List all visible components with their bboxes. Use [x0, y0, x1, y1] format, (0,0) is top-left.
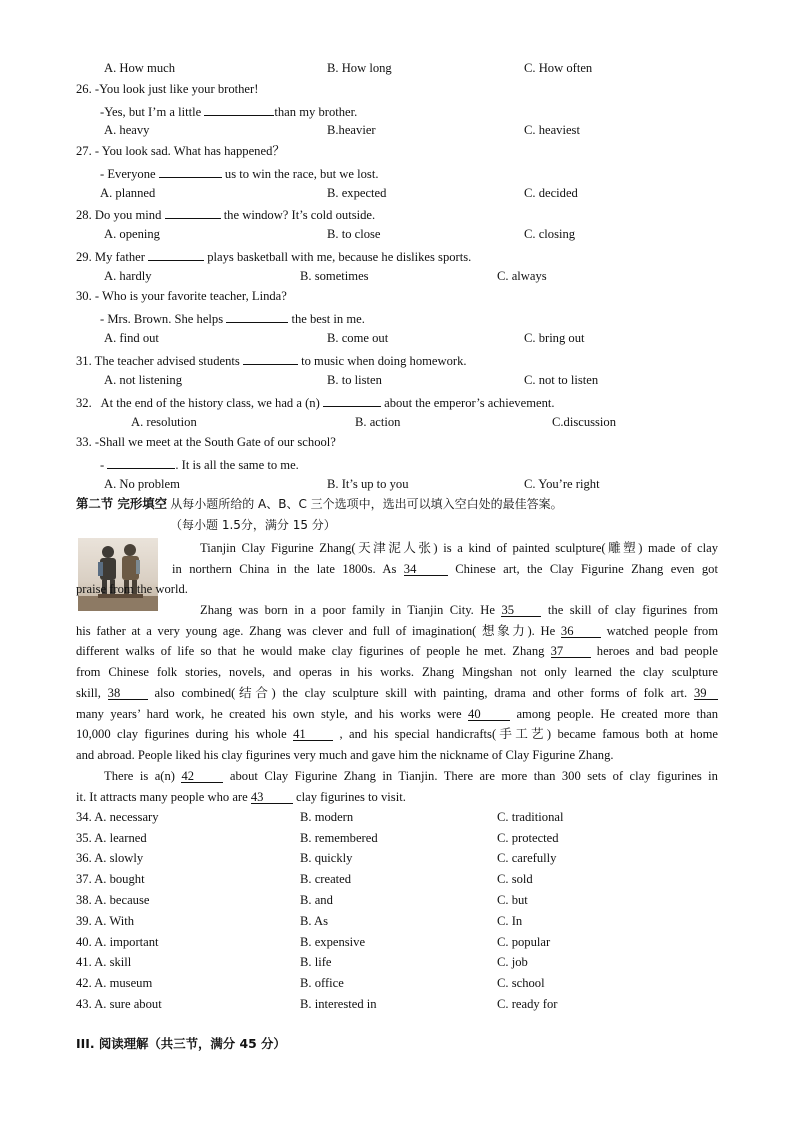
cloze-option-34-a: 34. A. necessary	[76, 810, 159, 824]
q29-line1a: My father	[94, 250, 145, 264]
q28-option-b: B. to close	[327, 227, 381, 241]
q27-line1: - You look sad. What has happened？	[94, 144, 285, 158]
cloze-option-43-a: 43. A. sure about	[76, 997, 162, 1011]
answer-blank	[159, 166, 222, 178]
q32-number: 32.	[76, 396, 92, 410]
q31-line1a: The teacher advised students	[94, 354, 240, 368]
q31-option-b: B. to listen	[327, 373, 382, 387]
q27-option-b: B. expected	[327, 186, 387, 200]
cloze-option-42-a: 42. A. museum	[76, 976, 153, 990]
q30-prompt	[76, 290, 287, 303]
q27-line2	[100, 166, 378, 181]
passage-line: and abroad. People liked his clay figurines very much and gave him the nickname of Clay Figurine Zhang.	[76, 747, 614, 762]
blank-35: 35	[501, 604, 541, 617]
q30-line2b: the best in me.	[291, 312, 365, 326]
passage-line: it. It attracts many people who are 43 clay figurines to visit.	[76, 789, 406, 804]
q29-option-c: C. always	[497, 269, 547, 283]
cloze-option-37-a: 37. A. bought	[76, 872, 145, 886]
cloze-option-35-c: C. protected	[497, 831, 559, 845]
cloze-option-36-a: 36. A. slowly	[76, 851, 144, 865]
blank-42: 42	[181, 770, 223, 783]
q26-number: 26.	[76, 82, 92, 96]
q33-number: 33.	[76, 435, 92, 449]
q33-option-a: A. No problem	[104, 477, 180, 491]
passage-line: in northern China in the late 1800s. As 34 Chinese art, the Clay Figurine Zhang even got	[172, 561, 718, 576]
cloze-option-42-c: C. school	[497, 976, 545, 990]
passage-line: 10,000 clay figurines during his whole 41 , and his special handicrafts(手工艺) became famous both at home	[76, 727, 718, 742]
cloze-option-37-b: B. created	[300, 872, 352, 886]
passage-line: praise from the world.	[76, 582, 188, 596]
q28-line1a: Do you mind	[94, 208, 162, 222]
q29-option-b: B. sometimes	[300, 269, 369, 283]
q27-option-c: C. decided	[524, 186, 578, 200]
q32-line1a: At the end of the history class, we had a (n)	[100, 396, 320, 410]
section2-title: 第二节 完形填空	[76, 496, 168, 511]
blank-39: 39	[694, 687, 718, 700]
cloze-option-34-c: C. traditional	[497, 810, 564, 824]
q26-option-c: C. heaviest	[524, 123, 580, 137]
q25-option-c: C. How often	[524, 61, 593, 75]
q31-line1b: to music when doing homework.	[301, 354, 467, 368]
q32-prompt	[76, 395, 555, 410]
q33-option-c: C. You’re right	[524, 477, 600, 491]
q26-option-a: A. heavy	[104, 123, 150, 137]
q33-line2	[100, 457, 299, 472]
cloze-option-43-b: B. interested in	[300, 997, 377, 1011]
cloze-option-35-a: 35. A. learned	[76, 831, 147, 845]
q28-option-a: A. opening	[104, 227, 160, 241]
section2-heading	[76, 498, 563, 511]
q26-line1: -You look just like your brother!	[94, 82, 259, 96]
blank-40: 40	[468, 708, 510, 721]
q28-number: 28.	[76, 208, 92, 222]
answer-blank	[148, 249, 204, 261]
blank-34: 34	[404, 563, 448, 576]
q30-option-b: B. come out	[327, 331, 389, 345]
cloze-option-38-a: 38. A. because	[76, 893, 150, 907]
passage-line: many years’ hard work, he created his own style, and his works were 40 among people. He created more than	[76, 706, 719, 721]
q26-line2	[100, 104, 357, 119]
q31-option-a: A. not listening	[104, 373, 183, 387]
q29-number: 29.	[76, 250, 92, 264]
section3-heading: III. 阅读理解（共三节，满分 45 分）	[76, 1036, 286, 1051]
cloze-option-39-c: C. In	[497, 914, 523, 928]
q26-line2a: -Yes, but I’m a little	[100, 105, 202, 119]
q26-option-b: B.heavier	[327, 123, 376, 137]
q29-line1b: plays basketball with me, because he dislikes sports.	[207, 250, 472, 264]
cloze-option-36-b: B. quickly	[300, 851, 353, 865]
passage-line: There is a(n) 42 about Clay Figurine Zhang in Tianjin. There are more than 300 sets of clay figurines in	[104, 769, 718, 783]
q32-option-b: B. action	[355, 415, 401, 429]
section2-desc: 从每小题所给的 A、B、C 三个选项中，选出可以填入空白处的最佳答案。	[170, 497, 563, 511]
passage-paragraph-1-cont	[76, 579, 718, 600]
blank-36: 36	[561, 625, 601, 638]
answer-blank	[107, 457, 175, 469]
passage-line: from Chinese folk stories, novels, and operas in his works. Zhang Mingshan not only learned the clay sculpture	[76, 665, 718, 680]
q28-prompt	[76, 207, 375, 222]
q27-line2b: us to win the race, but we lost.	[224, 167, 379, 181]
q27-option-a: A. planned	[100, 186, 156, 200]
q30-option-a: A. find out	[104, 331, 159, 345]
passage-paragraph-3	[76, 766, 718, 807]
cloze-option-41-c: C. job	[497, 955, 528, 969]
q27-number: 27.	[76, 144, 92, 158]
cloze-option-37-c: C. sold	[497, 872, 533, 886]
cloze-option-34-b: B. modern	[300, 810, 354, 824]
cloze-option-36-c: C. carefully	[497, 851, 557, 865]
q30-number: 30.	[76, 289, 92, 303]
q30-line2a: - Mrs. Brown. She helps	[100, 312, 224, 326]
q28-line1b: the window? It’s cold outside.	[223, 208, 376, 222]
cloze-option-40-a: 40. A. important	[76, 935, 159, 949]
blank-37: 37	[551, 645, 591, 658]
cloze-option-39-b: B. As	[300, 914, 328, 928]
q32-option-c: C.discussion	[552, 415, 617, 429]
q31-prompt	[76, 353, 467, 368]
blank-41: 41	[293, 728, 333, 741]
q29-option-a: A. hardly	[104, 269, 152, 283]
q27-prompt	[76, 145, 285, 158]
passage-line: skill, 38 also combined(结合) the clay sculpture skill with painting, drama and other forms of folk art. 39	[76, 683, 718, 704]
cloze-option-42-b: B. office	[300, 976, 344, 990]
q30-option-c: C. bring out	[524, 331, 585, 345]
q33-prompt	[76, 436, 336, 449]
cloze-option-35-b: B. remembered	[300, 831, 378, 845]
q33-line2b: . It is all the same to me.	[175, 458, 299, 472]
cloze-option-41-a: 41. A. skill	[76, 955, 132, 969]
cloze-option-40-b: B. expensive	[300, 935, 366, 949]
q25-option-a: A. How much	[104, 61, 176, 75]
answer-blank	[323, 395, 381, 407]
q26-prompt	[76, 83, 258, 96]
section2-score: （每小题 1.5分，满分 15 分）	[170, 518, 336, 532]
cloze-option-40-c: C. popular	[497, 935, 551, 949]
answer-blank	[226, 311, 288, 323]
answer-blank	[243, 353, 298, 365]
passage-line: Tianjin Clay Figurine Zhang(天津泥人张) is a kind of painted sculpture(雕塑) made of clay	[200, 541, 718, 555]
passage-paragraph-2	[76, 600, 718, 766]
q33-option-b: B. It’s up to you	[327, 477, 409, 491]
cloze-option-43-c: C. ready for	[497, 997, 558, 1011]
q27-line2a: - Everyone	[100, 167, 156, 181]
q25-option-b: B. How long	[327, 61, 392, 75]
q28-option-c: C. closing	[524, 227, 576, 241]
cloze-option-38-c: C. but	[497, 893, 528, 907]
q32-option-a: A. resolution	[131, 415, 197, 429]
passage-paragraph-1	[172, 538, 718, 579]
cloze-option-41-b: B. life	[300, 955, 332, 969]
answer-blank	[204, 104, 274, 116]
q32-line1b: about the emperor’s achievement.	[384, 396, 555, 410]
answer-blank	[165, 207, 221, 219]
passage-line: Zhang was born in a poor family in Tianjin City. He 35 the skill of clay figurines from	[200, 603, 718, 617]
cloze-option-39-a: 39. A. With	[76, 914, 135, 928]
q30-line2	[100, 311, 365, 326]
blank-43: 43	[251, 791, 293, 804]
q31-option-c: C. not to listen	[524, 373, 599, 387]
q31-number: 31.	[76, 354, 92, 368]
blank-38: 38	[108, 687, 148, 700]
cloze-option-38-b: B. and	[300, 893, 333, 907]
q33-line2a: -	[100, 458, 105, 472]
q33-line1: -Shall we meet at the South Gate of our school?	[94, 435, 336, 449]
q29-prompt	[76, 249, 471, 264]
passage-line: his father at a very young age. Zhang was clever and full of imagination( 想象力). He 36 watched people from	[76, 623, 718, 638]
q30-line1: - Who is your favorite teacher, Linda?	[94, 289, 287, 303]
q26-line2b: than my brother.	[274, 105, 358, 119]
passage-line: different walks of life so that he would make clay figurines of people he met. Zhang 37 heroes and bad people	[76, 644, 718, 659]
